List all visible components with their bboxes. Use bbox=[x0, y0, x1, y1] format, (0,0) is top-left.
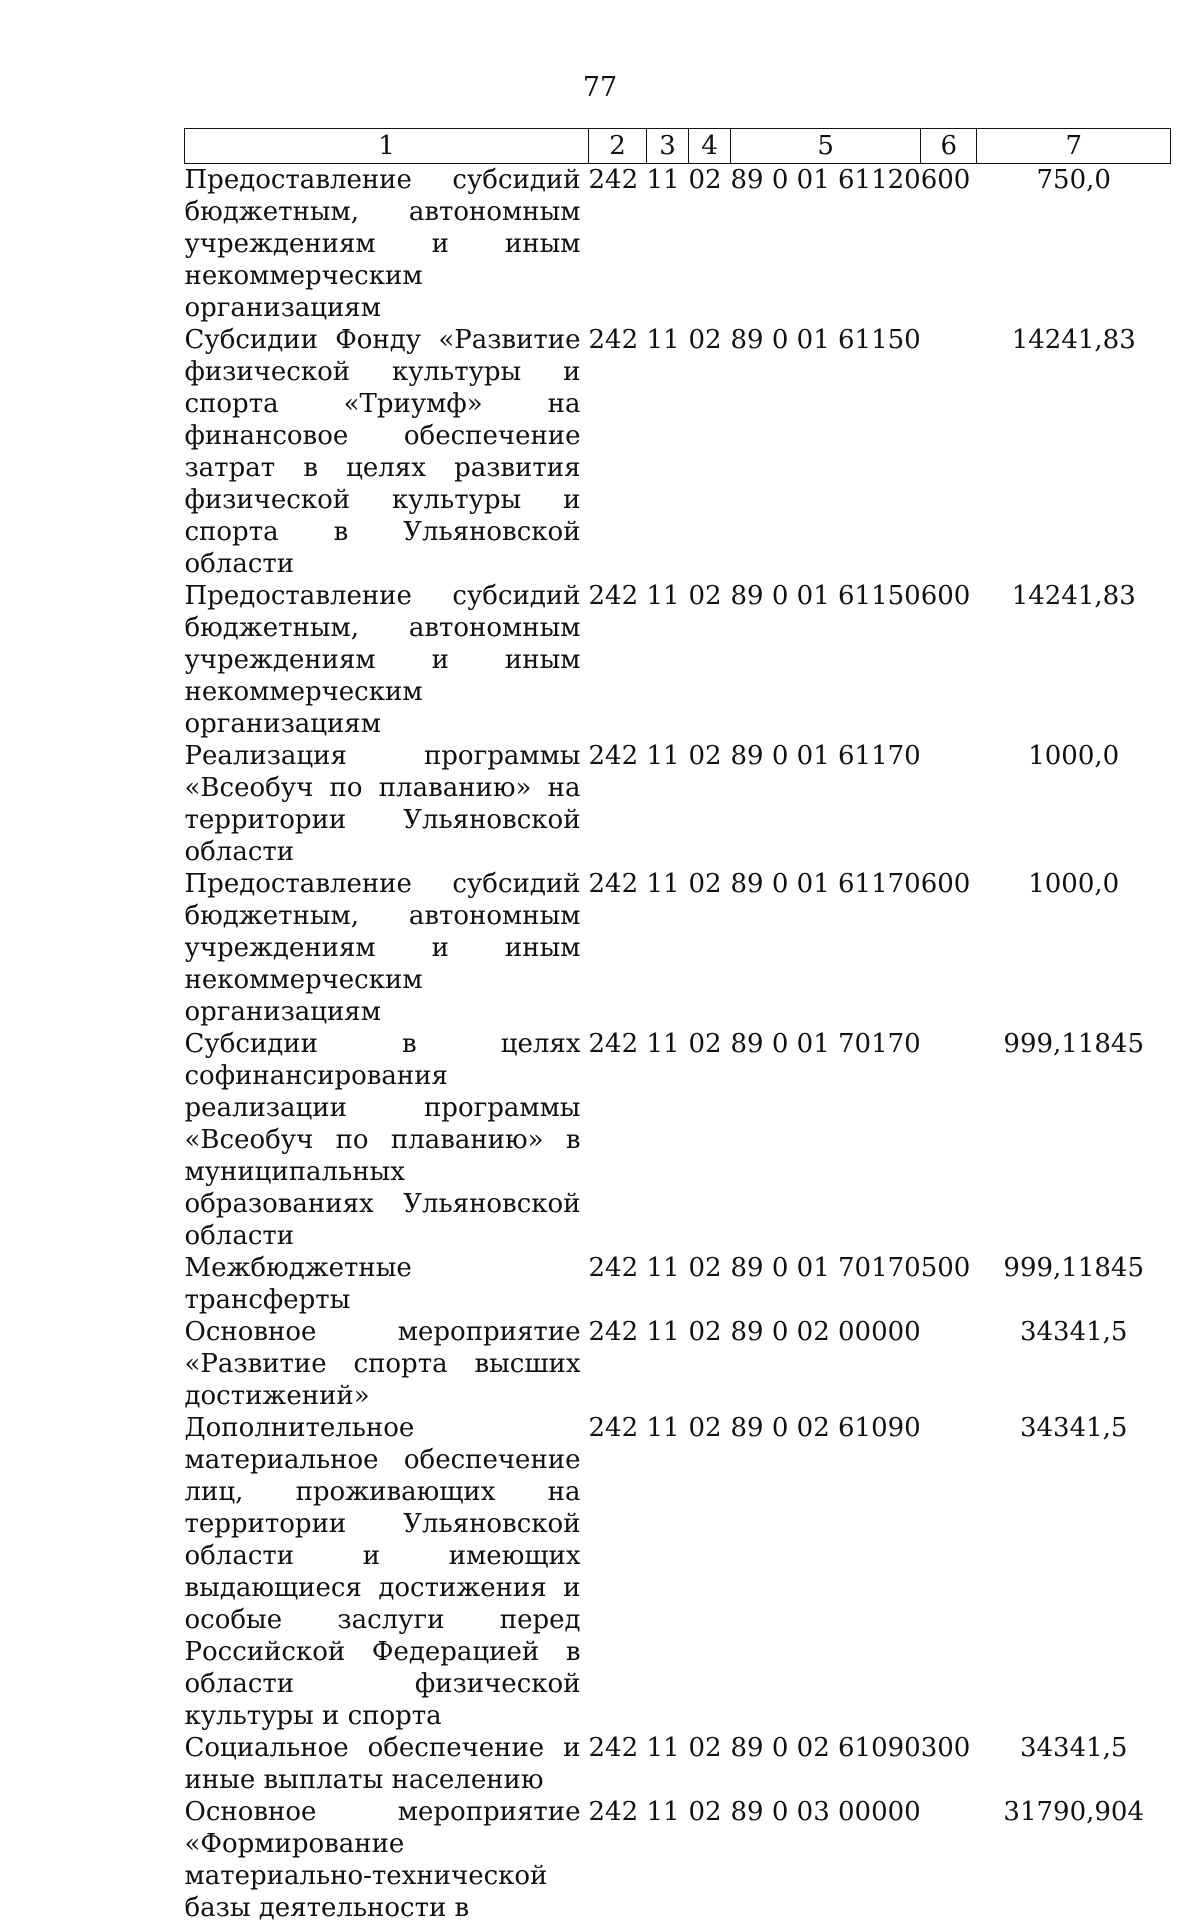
row-expense-type: 600 bbox=[921, 868, 977, 1028]
table-row bbox=[185, 1732, 1171, 1796]
row-section-code: 11 bbox=[647, 164, 689, 325]
row-expense-type bbox=[921, 740, 977, 868]
row-target-code: 89 0 01 61150 bbox=[731, 324, 921, 580]
row-expense-type: 500 bbox=[921, 1252, 977, 1316]
row-description: Предоставление субсидий бюджетным, автономным учреждениям и иным некоммерческим организациям bbox=[185, 868, 589, 1028]
header-col-3: 3 bbox=[647, 129, 689, 164]
row-amount: 34341,5 bbox=[977, 1732, 1171, 1796]
row-description: Субсидии Фонду «Развитие физической культуры и спорта «Триумф» на финансовое обеспечение затрат в целях развития физической культуры и спорта в Ульяновской области bbox=[185, 324, 589, 580]
row-amount: 1000,0 bbox=[977, 740, 1171, 868]
table-row bbox=[185, 868, 1171, 1028]
header-col-6: 6 bbox=[921, 129, 977, 164]
row-amount: 14241,83 bbox=[977, 580, 1171, 740]
row-expense-type bbox=[921, 1028, 977, 1252]
table-row bbox=[185, 164, 1171, 325]
row-expense-type: 600 bbox=[921, 580, 977, 740]
table-row bbox=[185, 1028, 1171, 1252]
row-expense-type bbox=[921, 1316, 977, 1412]
row-target-code: 89 0 03 00000 bbox=[731, 1796, 921, 1924]
header-col-2: 2 bbox=[589, 129, 647, 164]
row-target-code: 89 0 01 70170 bbox=[731, 1028, 921, 1252]
row-ministry-code: 242 bbox=[589, 1732, 647, 1796]
row-description: Основное мероприятие «Формирование материально-технической базы деятельности в bbox=[185, 1796, 589, 1924]
row-section-code: 11 bbox=[647, 1796, 689, 1924]
row-ministry-code: 242 bbox=[589, 1796, 647, 1924]
row-description: Основное мероприятие «Развитие спорта высших достижений» bbox=[185, 1316, 589, 1412]
row-ministry-code: 242 bbox=[589, 1412, 647, 1732]
row-subsection-code: 02 bbox=[689, 868, 731, 1028]
row-section-code: 11 bbox=[647, 1252, 689, 1316]
row-target-code: 89 0 01 61170 bbox=[731, 868, 921, 1028]
row-section-code: 11 bbox=[647, 324, 689, 580]
table-row bbox=[185, 580, 1171, 740]
row-amount: 999,11845 bbox=[977, 1028, 1171, 1252]
row-section-code: 11 bbox=[647, 1316, 689, 1412]
row-description: Дополнительное материальное обеспечение лиц, проживающих на территории Ульяновской области и имеющих выдающиеся достижения и особые заслуги перед Российской Федерацией в области физической культуры и спорта bbox=[185, 1412, 589, 1732]
row-section-code: 11 bbox=[647, 1028, 689, 1252]
row-ministry-code: 242 bbox=[589, 1252, 647, 1316]
row-target-code: 89 0 02 61090 bbox=[731, 1732, 921, 1796]
row-description: Предоставление субсидий бюджетным, автономным учреждениям и иным некоммерческим организациям bbox=[185, 164, 589, 325]
page-number: 77 bbox=[0, 72, 1200, 104]
table-body bbox=[185, 164, 1171, 1924]
row-description: Субсидии в целях софинансирования реализации программы «Всеобуч по плаванию» в муниципальных образованиях Ульяновской области bbox=[185, 1028, 589, 1252]
row-ministry-code: 242 bbox=[589, 164, 647, 325]
row-ministry-code: 242 bbox=[589, 580, 647, 740]
row-amount: 750,0 bbox=[977, 164, 1171, 325]
table-row bbox=[185, 1796, 1171, 1924]
row-ministry-code: 242 bbox=[589, 324, 647, 580]
row-subsection-code: 02 bbox=[689, 1732, 731, 1796]
row-section-code: 11 bbox=[647, 1412, 689, 1732]
row-subsection-code: 02 bbox=[689, 1796, 731, 1924]
row-subsection-code: 02 bbox=[689, 324, 731, 580]
row-ministry-code: 242 bbox=[589, 868, 647, 1028]
header-col-4: 4 bbox=[689, 129, 731, 164]
row-description: Социальное обеспечение и иные выплаты населению bbox=[185, 1732, 589, 1796]
row-section-code: 11 bbox=[647, 740, 689, 868]
row-subsection-code: 02 bbox=[689, 1252, 731, 1316]
row-expense-type: 300 bbox=[921, 1732, 977, 1796]
row-amount: 999,11845 bbox=[977, 1252, 1171, 1316]
row-amount: 34341,5 bbox=[977, 1412, 1171, 1732]
row-subsection-code: 02 bbox=[689, 580, 731, 740]
row-amount: 34341,5 bbox=[977, 1316, 1171, 1412]
row-section-code: 11 bbox=[647, 868, 689, 1028]
row-description: Межбюджетные трансферты bbox=[185, 1252, 589, 1316]
row-amount: 14241,83 bbox=[977, 324, 1171, 580]
row-subsection-code: 02 bbox=[689, 740, 731, 868]
table-row bbox=[185, 1316, 1171, 1412]
row-subsection-code: 02 bbox=[689, 1028, 731, 1252]
row-ministry-code: 242 bbox=[589, 740, 647, 868]
row-target-code: 89 0 01 61120 bbox=[731, 164, 921, 325]
row-target-code: 89 0 02 00000 bbox=[731, 1316, 921, 1412]
row-expense-type bbox=[921, 1796, 977, 1924]
row-description: Предоставление субсидий бюджетным, автономным учреждениям и иным некоммерческим организациям bbox=[185, 580, 589, 740]
header-col-7: 7 bbox=[977, 129, 1171, 164]
table-row bbox=[185, 1412, 1171, 1732]
table-header-row bbox=[185, 129, 1171, 164]
row-expense-type bbox=[921, 1412, 977, 1732]
row-target-code: 89 0 01 61170 bbox=[731, 740, 921, 868]
budget-table bbox=[184, 128, 1171, 1924]
row-subsection-code: 02 bbox=[689, 1316, 731, 1412]
row-ministry-code: 242 bbox=[589, 1316, 647, 1412]
header-col-5: 5 bbox=[731, 129, 921, 164]
header-col-1: 1 bbox=[185, 129, 589, 164]
table-row bbox=[185, 740, 1171, 868]
table-row bbox=[185, 324, 1171, 580]
row-target-code: 89 0 02 61090 bbox=[731, 1412, 921, 1732]
row-expense-type: 600 bbox=[921, 164, 977, 325]
row-description: Реализация программы «Всеобуч по плаванию» на территории Ульяновской области bbox=[185, 740, 589, 868]
row-target-code: 89 0 01 61150 bbox=[731, 580, 921, 740]
row-section-code: 11 bbox=[647, 580, 689, 740]
row-target-code: 89 0 01 70170 bbox=[731, 1252, 921, 1316]
row-subsection-code: 02 bbox=[689, 1412, 731, 1732]
table-row bbox=[185, 1252, 1171, 1316]
row-expense-type bbox=[921, 324, 977, 580]
row-amount: 1000,0 bbox=[977, 868, 1171, 1028]
row-subsection-code: 02 bbox=[689, 164, 731, 325]
row-amount: 31790,904 bbox=[977, 1796, 1171, 1924]
row-ministry-code: 242 bbox=[589, 1028, 647, 1252]
row-section-code: 11 bbox=[647, 1732, 689, 1796]
